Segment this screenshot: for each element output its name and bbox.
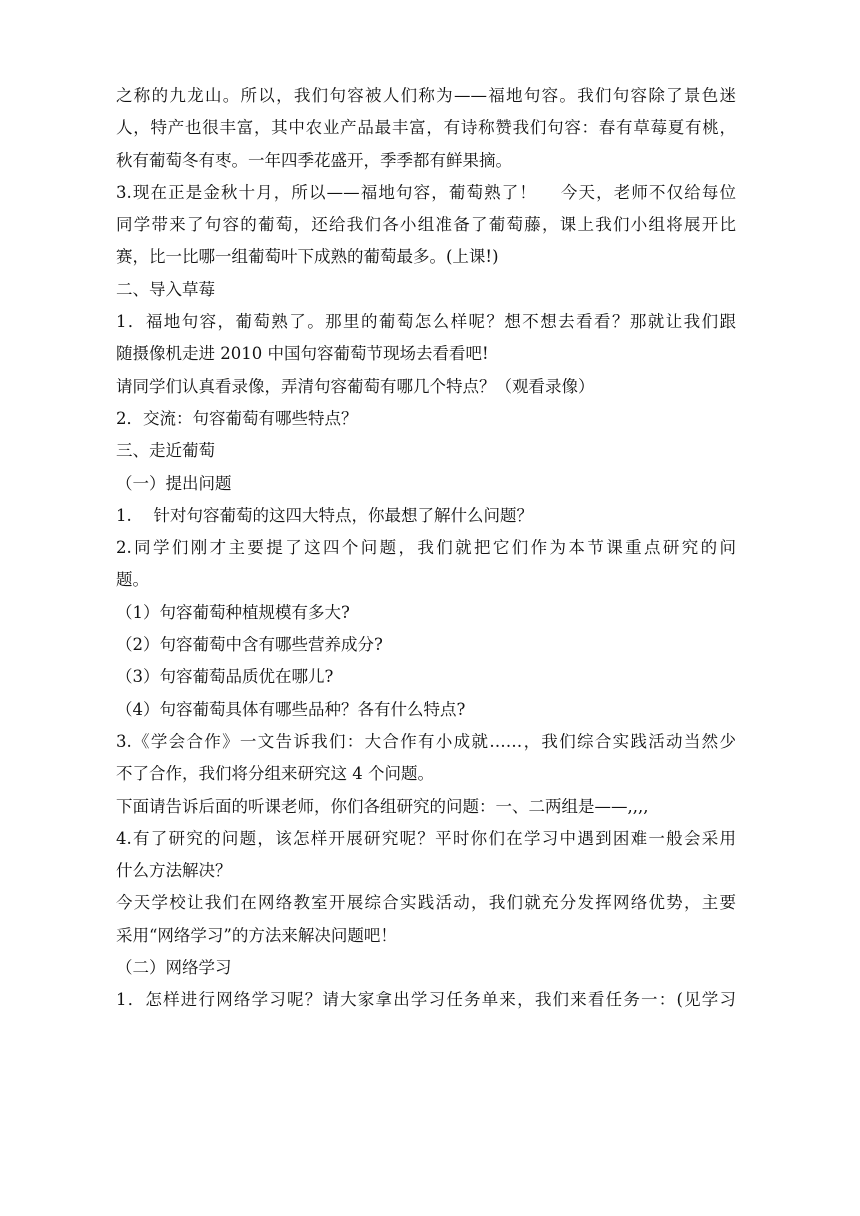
text-line: （3）句容葡萄品质优在哪儿? [116,667,334,687]
text-line: （4）句容葡萄具体有哪些品种？各有什么特点? [116,699,466,719]
text-line: 题。 [116,570,149,590]
text-line: 秋有葡萄冬有枣。一年四季花盛开，季季都有鲜果摘。 [116,150,512,170]
text-line: 1．福地句容，葡萄熟了。那里的葡萄怎么样呢？想不想去看看？那就让我们跟 [116,312,736,332]
text-line: 人，特产也很丰富，其中农业产品最丰富，有诗称赞我们句容：春有草莓夏有桃， [116,118,736,138]
text-line: 三、走近葡萄 [116,441,215,461]
text-line: 下面请告诉后面的听课老师，你们各组研究的问题：一、二两组是——,,,, [116,796,649,816]
text-line: 赛，比一比哪一组葡萄叶下成熟的葡萄最多。(上课!) [116,247,499,267]
text-line: 2．交流：句容葡萄有哪些特点？ [116,408,358,428]
text-line: 什么方法解决？ [116,861,232,881]
text-line: 同学带来了句容的葡萄，还给我们各小组准备了葡萄藤，课上我们小组将展开比 [116,215,736,235]
text-line: 不了合作，我们将分组来研究这 4 个问题。 [116,764,434,784]
text-line: 随摄像机走进 2010 中国句容葡萄节现场去看看吧! [116,344,489,364]
text-line: （二）网络学习 [116,958,232,978]
text-line: 采用“网络学习”的方法来解决问题吧！ [116,925,397,945]
text-line: 1．怎样进行网络学习呢？请大家拿出学习任务单来，我们来看任务一：(见学习 [116,990,736,1010]
text-line: 3.《学会合作》一文告诉我们：大合作有小成就……，我们综合实践活动当然少 [116,731,736,751]
text-line: （1）句容葡萄种植规模有多大? [116,602,350,622]
text-line: 2.同学们刚才主要提了这四个问题，我们就把它们作为本节课重点研究的问 [116,538,736,558]
text-line: 之称的九龙山。所以，我们句容被人们称为——福地句容。我们句容除了景色迷 [116,86,736,105]
text-line: 请同学们认真看录像，弄清句容葡萄有哪几个特点？（观看录像） [116,376,595,396]
text-line: 今天学校让我们在网络教室开展综合实践活动，我们就充分发挥网络优势，主要 [116,893,736,913]
text-line: （一）提出问题 [116,473,232,493]
document-body [116,80,736,1017]
text-line: 1. 针对句容葡萄的这四大特点，你最想了解什么问题？ [116,505,533,525]
text-line: 3.现在正是金秋十月，所以——福地句容，葡萄熟了！ 今天，老师不仅给每位 [116,182,736,202]
text-line: 二、导入草莓 [116,279,215,299]
text-line: （2）句容葡萄中含有哪些营养成分? [116,635,383,655]
text-line: 4.有了研究的问题，该怎样开展研究呢？平时你们在学习中遇到困难一般会采用 [116,828,736,848]
